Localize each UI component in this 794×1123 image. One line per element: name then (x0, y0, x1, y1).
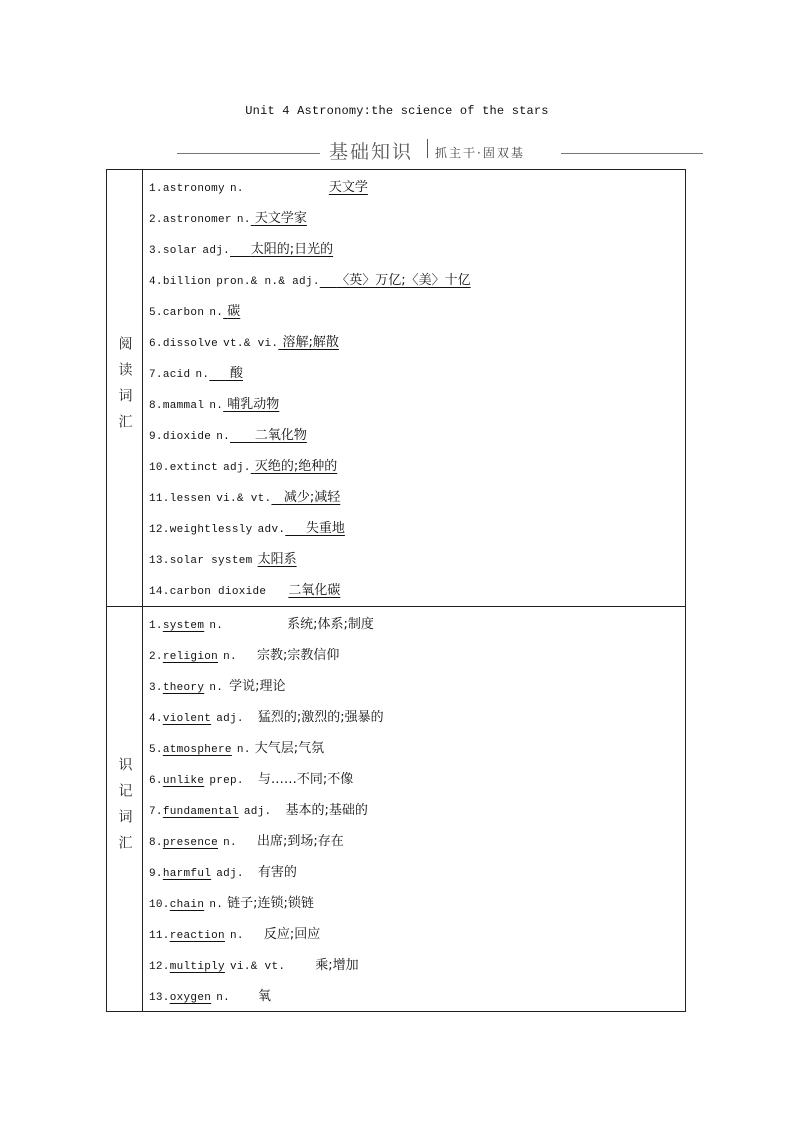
list-item: 9.harmful adj. 有害的 (149, 865, 297, 880)
meaning: 碳 (227, 304, 241, 319)
category-cell (107, 607, 143, 1011)
meaning: 有害的 (257, 865, 297, 880)
word: extinct (169, 462, 219, 474)
section-subtitle: 抓主干·固双基 (435, 146, 525, 160)
meaning: 乘;增加 (315, 958, 359, 973)
word: carbon dioxide (169, 586, 267, 598)
word: lessen (169, 493, 212, 505)
meaning: 〈英〉万亿;〈美〉十亿 (336, 273, 471, 288)
part-of-speech: adj. (202, 245, 231, 257)
meaning: 与……不同;不像 (257, 772, 354, 787)
meaning: 猛烈的;激烈的;强暴的 (257, 710, 384, 725)
word: religion (162, 651, 219, 663)
meaning: 酸 (230, 366, 244, 381)
category-label-memory: 识记词汇 (116, 757, 133, 861)
list-item: 12.weightlessly adv. 失重地 (149, 521, 345, 536)
word: solar (162, 245, 198, 257)
part-of-speech: vi.& vt. (230, 961, 286, 973)
header-divider (427, 139, 428, 158)
part-of-speech: prep. (209, 775, 244, 787)
part-of-speech: n. (223, 837, 237, 849)
category-cell (107, 170, 143, 606)
part-of-speech: n. (223, 651, 237, 663)
word: multiply (169, 961, 225, 973)
part-of-speech: adj. (223, 462, 251, 474)
meaning: 系统;体系;制度 (287, 617, 374, 632)
word: system (162, 620, 205, 632)
part-of-speech: n. (195, 369, 210, 381)
part-of-speech: n. (209, 400, 224, 412)
word: acid (162, 369, 191, 381)
word: reaction (169, 930, 225, 942)
meaning: 失重地 (305, 521, 345, 536)
list-item: 2.religion n. 宗教;宗教信仰 (149, 648, 340, 663)
part-of-speech: adv. (257, 524, 286, 536)
memory-vocab-group (107, 607, 685, 1011)
word: carbon (162, 307, 205, 319)
word: violent (162, 713, 212, 725)
meaning: 太阳系 (257, 552, 297, 567)
word: astronomer (162, 214, 232, 226)
list-item: 11.lessen vi.& vt. 减少;减轻 (149, 490, 341, 505)
part-of-speech: adj. (216, 868, 244, 880)
list-item: 6.unlike prep. 与……不同;不像 (149, 772, 354, 787)
section-header (177, 136, 703, 162)
part-of-speech: n. (236, 214, 251, 226)
reading-vocab-group (107, 170, 685, 607)
meaning: 宗教;宗教信仰 (256, 648, 340, 663)
meaning: 溶解;解散 (282, 335, 339, 350)
list-item: 4.violent adj. 猛烈的;激烈的;强暴的 (149, 710, 384, 725)
list-item: 11.reaction n. 反应;回应 (149, 927, 321, 942)
list-item: 5.carbon n. 碳 (149, 304, 241, 319)
list-item: 1.system n. 系统;体系;制度 (149, 617, 374, 632)
part-of-speech: vt.& vi. (223, 338, 279, 350)
word: presence (162, 837, 219, 849)
section-title: 基础知识 (329, 141, 414, 163)
word: theory (162, 682, 205, 694)
word: mammal (162, 400, 205, 412)
word: unlike (162, 775, 205, 787)
part-of-speech: adj. (243, 806, 272, 818)
word: atmosphere (162, 744, 232, 756)
list-item: 2.astronomer n. 天文学家 (149, 211, 307, 226)
meaning: 太阳的;日光的 (250, 242, 334, 257)
meaning: 灭绝的;绝种的 (254, 459, 338, 474)
part-of-speech: pron.& n.& adj. (216, 276, 320, 288)
part-of-speech: n. (236, 744, 251, 756)
meaning: 反应;回应 (263, 927, 321, 942)
list-item: 3.solar adj. 太阳的;日光的 (149, 242, 334, 257)
part-of-speech: n. (216, 992, 231, 1004)
vocab-table (106, 169, 686, 1012)
category-label-reading: 阅读词汇 (116, 336, 133, 440)
word: billion (162, 276, 212, 288)
list-item: 6.dissolve vt.& vi. 溶解;解散 (149, 335, 339, 350)
list-item: 8.mammal n. 哺乳动物 (149, 397, 280, 412)
meaning: 氧 (258, 989, 272, 1004)
part-of-speech: n. (209, 307, 224, 319)
part-of-speech: n. (209, 682, 224, 694)
part-of-speech: adj. (216, 713, 244, 725)
word: dissolve (162, 338, 219, 350)
meaning: 二氧化物 (254, 428, 307, 443)
word: oxygen (169, 992, 212, 1004)
meaning: 链子;连锁;锁链 (227, 896, 314, 911)
part-of-speech: vi.& vt. (216, 493, 272, 505)
list-item: 3.theory n. 学说;理论 (149, 679, 286, 694)
header-rule-right (561, 153, 703, 154)
part-of-speech: n. (230, 930, 244, 942)
word: fundamental (162, 806, 239, 818)
part-of-speech: n. (209, 899, 224, 911)
part-of-speech: n. (209, 620, 224, 632)
list-item: 13.oxygen n. 氧 (149, 989, 272, 1004)
word: dioxide (162, 431, 212, 443)
meaning: 大气层;气氛 (254, 741, 325, 756)
list-item: 7.fundamental adj. 基本的;基础的 (149, 803, 368, 818)
page-title: Unit 4 Astronomy:the science of the stars (245, 104, 549, 118)
list-item: 14.carbon dioxide 二氧化碳 (149, 583, 341, 598)
word: weightlessly (169, 524, 253, 536)
list-item: 7.acid n. 酸 (149, 366, 244, 381)
meaning: 哺乳动物 (227, 397, 280, 412)
list-item: 10.extinct adj. 灭绝的;绝种的 (149, 459, 338, 474)
header-rule-left (177, 153, 320, 154)
meaning: 二氧化碳 (288, 583, 341, 598)
meaning: 天文学家 (254, 211, 307, 226)
list-item: 8.presence n. 出席;到场;存在 (149, 834, 344, 849)
meaning: 天文学 (328, 180, 368, 195)
meaning: 学说;理论 (229, 679, 286, 694)
word: harmful (162, 868, 212, 880)
word: astronomy (162, 183, 225, 195)
part-of-speech: n. (230, 183, 244, 195)
list-item: 13.solar system 太阳系 (149, 552, 297, 567)
list-item: 1.astronomy n. 天文学 (149, 180, 368, 195)
meaning: 出席;到场;存在 (256, 834, 344, 849)
list-item: 4.billion pron.& n.& adj. 〈英〉万亿;〈美〉十亿 (149, 273, 471, 288)
meaning: 减少;减轻 (283, 490, 341, 505)
part-of-speech: n. (216, 431, 231, 443)
list-item: 12.multiply vi.& vt. 乘;增加 (149, 958, 359, 973)
word: chain (169, 899, 205, 911)
list-item: 10.chain n. 链子;连锁;锁链 (149, 896, 314, 911)
word: solar system (169, 555, 253, 567)
list-item: 9.dioxide n. 二氧化物 (149, 428, 307, 443)
list-item: 5.atmosphere n. 大气层;气氛 (149, 741, 325, 756)
meaning: 基本的;基础的 (285, 803, 368, 818)
